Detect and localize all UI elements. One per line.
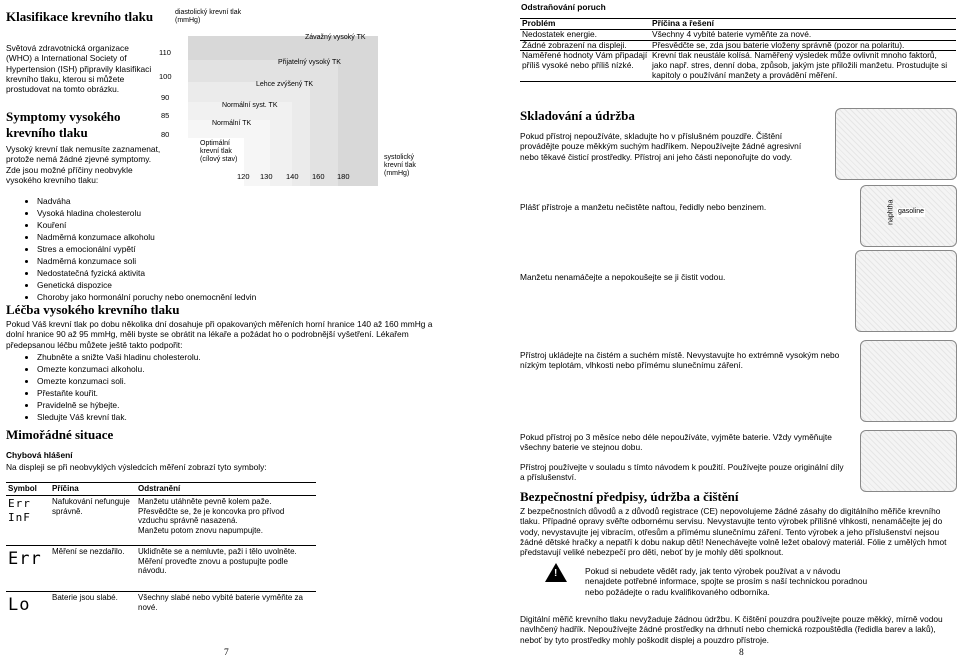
lcd-err: Err xyxy=(8,548,42,569)
lcd-symbol xyxy=(6,495,50,545)
y-tick-100: 100 xyxy=(159,72,172,81)
x-tick-140: 140 xyxy=(286,172,299,181)
cause-item: • Nadměrná konzumace soli xyxy=(37,256,337,266)
safety-title: Bezpečnostní předpisy, údržba a čištění xyxy=(520,489,739,504)
treatment-item: • Omezte konzumaci alkoholu. xyxy=(37,364,337,374)
warning-text: Pokud si nebudete vědět rady, jak tento výrobek používat a v návodu nenajdete potřebné informace, spojte se prosím s naší technickou poradnou nebo požádejte o radu kvalifikovaného odborníka. xyxy=(585,566,868,597)
safety-text: Z bezpečnostních důvodů a z důvodů registrace (CE) nepovolujeme žádné zásahy do digitálního měřiče krevního tlaku. Případné opravy svěřte odbornému servisu. Nevystavujte tento výrobek přílišné vlhkosti, nenamáčejte jej do vody, nevystavujte jej vibracím, otřesům a přímému slunečnímu záření. Tento výrobek a jeho příslušenství nejsou žádné dětské hračky a nepatří k dobu nakup dětí! Nenechávejte volně ležet obalový materiál. Fólie z umělých hmot představují veliké nebezpečí pro děti, neboť by je mohly děti spolknout. xyxy=(520,506,947,557)
treatment-item: • Sledujte Váš krevní tlak. xyxy=(37,412,337,422)
cause-item: • Stres a emocionální vypětí xyxy=(37,244,337,254)
col-problem: Problém xyxy=(520,19,650,30)
zone-label-normal: Normální TK xyxy=(212,120,252,127)
symptoms-title: Symptomy vysokého krevního tlaku xyxy=(6,109,121,140)
page-title-classification: Klasifikace krevního tlaku xyxy=(6,9,154,24)
cuff-illustration xyxy=(855,250,957,332)
treatment-list xyxy=(12,352,337,424)
troubleshoot-title: Odstraňování poruch xyxy=(521,2,606,12)
cause-cell: Měření se nezdařilo. xyxy=(50,545,136,591)
treatment-text: Pokud Váš krevní tlak po dobu několika dní dosahuje při opakovaných měřeních horní hranice 140 až 160 mmHg a dolní hranice 90 až 95 mmHg, měli byste se obrátit na lékaře a požádat ho o podrobnější vyšetření. Lékařem předepsanou léčbu můžete ještě takto podpořit: xyxy=(6,319,433,350)
treatment-item: • Zhubněte a snižte Vaši hladinu cholesterolu. xyxy=(37,352,337,362)
treatment-item: • Omezte konzumaci soli. xyxy=(37,376,337,386)
naphtha-label: naphtha xyxy=(887,199,895,225)
treatment-title: Léčba vysokého krevního tlaku xyxy=(6,302,180,317)
table-row xyxy=(6,545,316,591)
table-row: Žádné zobrazení na displeji. Přesvědčte se, zda jsou baterie vloženy správně (pozor na polaritu). xyxy=(520,40,956,51)
y-tick-80: 80 xyxy=(161,130,170,139)
troubleshoot-table xyxy=(520,18,956,82)
cause-cell: Baterie jsou slabé. xyxy=(50,591,136,635)
special-situations-title: Mimořádné situace xyxy=(6,427,114,442)
causes-list xyxy=(12,196,337,304)
error-table-header xyxy=(6,483,316,496)
cuff-cleaning-text: Plášť přístroje a manžetu nečistěte naftou, ředidly nebo benzinem. xyxy=(520,202,767,212)
cause-item: • Choroby jako hormonální poruchy nebo onemocnění ledvin xyxy=(37,292,337,302)
x-axis-label: systolický krevní tlak (mmHg) xyxy=(384,154,416,178)
zone-label-normal-systolic: Normální syst. TK xyxy=(222,102,278,109)
error-intro: Na displeji se při neobvyklých výsledcích měření zobrazí tyto symboly: xyxy=(6,462,267,472)
treatment-item: • Přestaňte kouřit. xyxy=(37,388,337,398)
cause-item: • Nadváha xyxy=(37,196,337,206)
lcd-err-inf: Err InF xyxy=(8,496,31,524)
cuff-water-text: Manžetu nenamáčejte a nepokoušejte se ji čistit vodou. xyxy=(520,272,726,282)
lcd-lo: Lo xyxy=(8,594,31,615)
table-row: Nedostatek energie. Všechny 4 vybité baterie vyměňte za nové. xyxy=(520,29,956,40)
storage-text: Pokud přístroj nepoužíváte, skladujte ho v příslušném pouzdře. Čištění provádějte pouze měkkým suchým hadříkem. Nepoužívejte žádné agresivní nebo těkavé čisticí prostředky. Přístroj ani jeho části neponořujte do vody. xyxy=(520,131,802,162)
zone-label-optimal: Optimální krevní tlak (cílový stav) xyxy=(200,140,238,164)
fix-cell: Ukliďněte se a nemluvte, paži i tělo uvolněte. Měření proveďte znovu a postupujte podle návodu. xyxy=(136,545,316,591)
cause-item: • Nadměrná konzumace alkoholu xyxy=(37,232,337,242)
x-tick-180: 180 xyxy=(337,172,350,181)
treatment-item: • Pravidelně se hýbejte. xyxy=(37,400,337,410)
col-fix: Odstranění xyxy=(136,483,316,496)
symptoms-text: Vysoký krevní tlak nemusíte zaznamenat, protože nemá žádné zjevné symptomy. Zde jsou možné příčiny neobvykle vysokého krevního tlaku: xyxy=(6,144,161,185)
cause-cell: Nafukování nefunguje správně. xyxy=(50,495,136,545)
maintenance-text: Digitální měřič krevního tlaku nevyžaduje žádnou údržbu. K čištění pouzdra používejte pouze měkký, mírně vodou navlhčený hadřík. Nepoužívejte žádné prostředky na drhnutí nebo chemická rozpouštědla (ředidla barev a laků), neboť by tyto prostředky mohly poškodit displej a pouzdro přístroje. xyxy=(520,614,943,645)
cause-item: • Kouření xyxy=(37,220,337,230)
y-tick-110: 110 xyxy=(159,48,171,57)
x-tick-120: 120 xyxy=(237,172,250,181)
x-tick-130: 130 xyxy=(260,172,273,181)
col-solution: Příčina a řešení xyxy=(650,19,956,30)
zone-label-mild: Lehce zvýšený TK xyxy=(256,81,314,88)
cause-item: • Nedostatečná fyzická aktivita xyxy=(37,268,337,278)
warning-icon: ! xyxy=(545,563,567,582)
battery-illustration xyxy=(860,430,957,492)
cleaning-illustration xyxy=(835,108,957,180)
gasoline-label: gasoline xyxy=(898,208,925,215)
storage-title: Skladování a údržba xyxy=(520,108,635,123)
bp-classification-chart xyxy=(150,6,425,206)
error-subtitle: Chybová hlášení xyxy=(6,450,73,460)
y-axis-label: diastolický krevní tlak (mmHg) xyxy=(175,9,242,25)
lcd-symbol xyxy=(6,545,50,591)
col-cause: Příčina xyxy=(50,483,136,496)
zone-label-acceptable: Přijatelný vysoký TK xyxy=(278,59,341,66)
y-tick-90: 90 xyxy=(161,93,170,102)
lcd-symbol xyxy=(6,591,50,635)
table-row xyxy=(6,495,316,545)
zone-label-severe: Závažný vysoký TK xyxy=(305,34,366,41)
page-number-left: 7 xyxy=(224,648,229,658)
x-tick-160: 160 xyxy=(312,172,325,181)
cause-item: • Genetická dispozice xyxy=(37,280,337,290)
troubleshoot-header xyxy=(520,19,956,30)
table-row xyxy=(6,591,316,635)
battery-text: Pokud přístroj po 3 měsíce nebo déle nepoužíváte, vyjměte baterie. Vždy vyměňujte všechny baterie ve stejnou dobu. xyxy=(520,432,832,453)
table-row: Naměřené hodnoty Vám připadají příliš vysoké nebo příliš nízké. Krevní tlak neustále kolísá. Naměřený výsledek může ovlivnit mnoho faktorů, jako např. stres, denní doba, způsob, jakým jste přiložili manžetu. Prostudujte si kapitoly o používání manžety a provádění měření. xyxy=(520,51,956,81)
fix-cell: Manžetu utáhněte pevně kolem paže. Přesvědčte se, že je koncovka pro přívod vzduchu správně nasazená. Manžetu potom znovu napumpujte. xyxy=(136,495,316,545)
fix-cell: Všechny slabé nebo vybité baterie vyměňte za nové. xyxy=(136,591,316,635)
device-store-illustration xyxy=(860,340,957,422)
y-tick-85: 85 xyxy=(161,111,170,120)
error-table xyxy=(6,482,316,635)
cause-item: • Vysoká hladina cholesterolu xyxy=(37,208,337,218)
page-number-right: 8 xyxy=(739,648,744,658)
col-symbol: Symbol xyxy=(6,483,50,496)
store-text: Přístroj ukládejte na čistém a suchém místě. Nevystavujte ho extrémně vysokým nebo nízkým teplotám, vlhkosti nebo přímému slunečnímu záření. xyxy=(520,350,840,371)
classification-intro: Světová zdravotnická organizace (WHO) a International Society of Hypertension (ISH) připravily klasifikaci krevního tlaku, kterou si můžete prostudovat na tomto obrázku. xyxy=(6,43,152,94)
solvents-illustration xyxy=(860,185,957,247)
use-text: Přístroj používejte v souladu s tímto návodem k použití. Používejte pouze originální díly a příslušenství. xyxy=(520,462,844,483)
